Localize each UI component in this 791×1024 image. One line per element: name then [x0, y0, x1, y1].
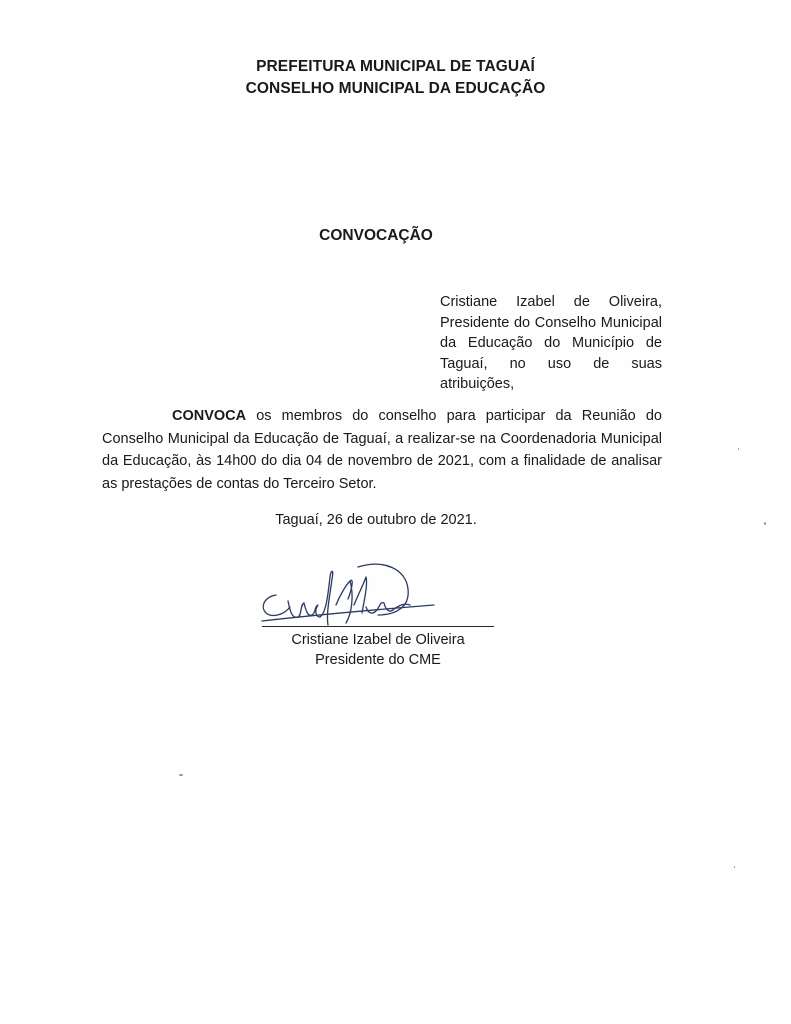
signatory-role: Presidente do CME: [315, 652, 441, 668]
handwritten-signature: [254, 555, 504, 640]
document-title: CONVOCAÇÃO: [319, 227, 433, 244]
council-name: CONSELHO MUNICIPAL DA EDUCAÇÃO: [245, 80, 546, 97]
scan-speck: [764, 522, 766, 525]
scan-speck: [738, 448, 739, 450]
convocation-lead-word: CONVOCA: [172, 408, 247, 424]
convocation-text: os membros do conselho para participar da Reunião do Conselho Municipal da Educação de Taguaí, a realizar-se na Coordenadoria Municipal da Educação, às 14h00 do dia 04 de novembro de 2021, com a finalidade de analisar as prestações de contas do Terceiro Setor.: [102, 408, 662, 492]
preamble-paragraph: Cristiane Izabel de Oliveira, Presidente do Conselho Municipal da Educação do Município de Taguaí, no uso de suas atribuições,: [440, 294, 662, 392]
signatory-name: Cristiane Izabel de Oliveira: [291, 632, 465, 648]
signatory-block: [262, 630, 494, 670]
signature-line: [262, 626, 494, 627]
convocation-paragraph: [102, 405, 662, 495]
scan-speck: [734, 866, 735, 868]
letterhead: [0, 56, 791, 100]
place-and-date: Taguaí, 26 de outubro de 2021.: [275, 512, 477, 528]
scan-speck: [179, 774, 183, 776]
institution-name: PREFEITURA MUNICIPAL DE TAGUAÍ: [256, 58, 535, 75]
